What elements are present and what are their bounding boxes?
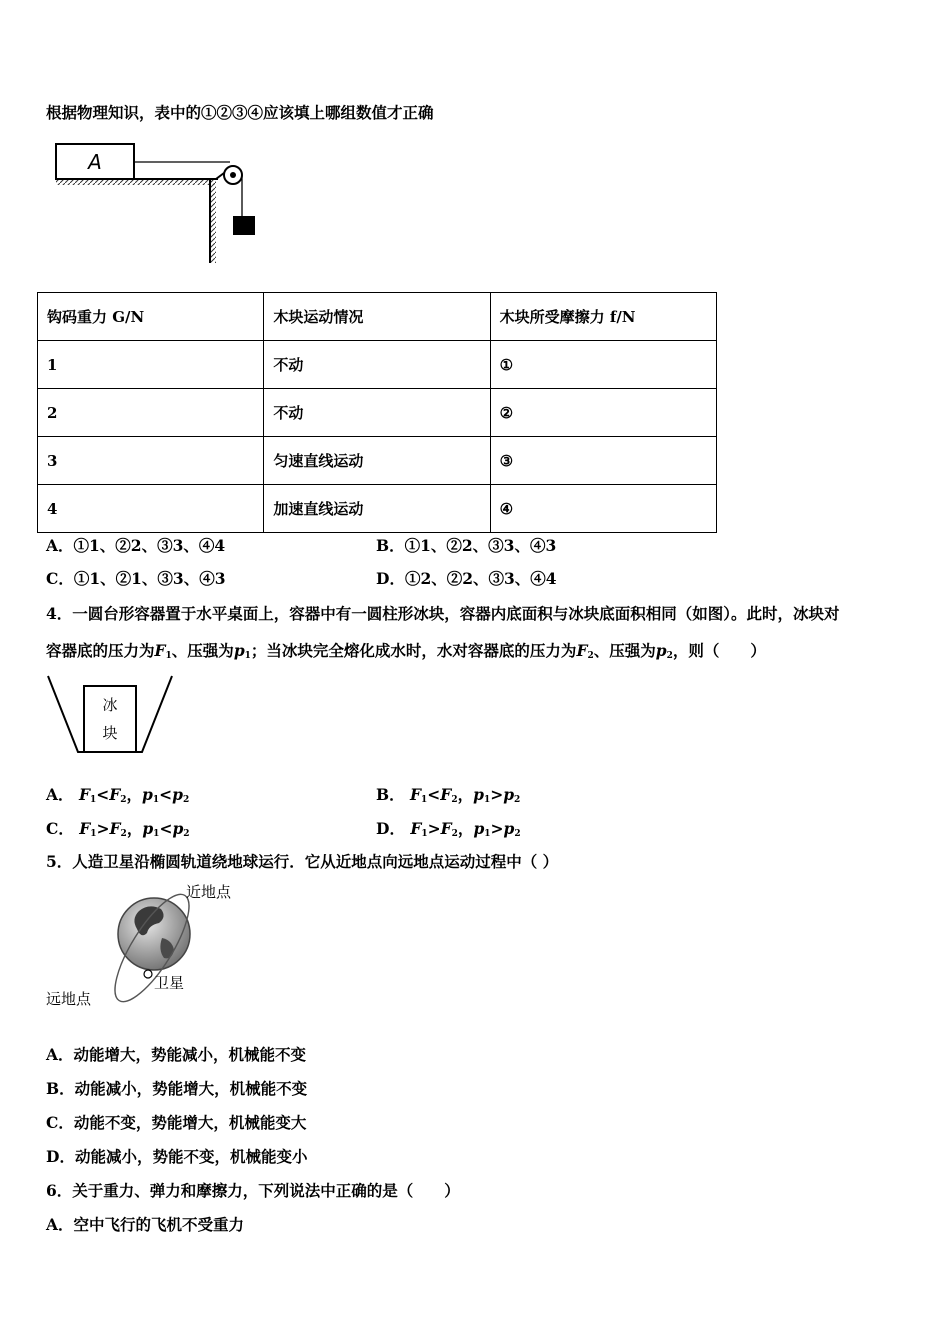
- q5-option-c[interactable]: C．动能不变，势能增大，机械能变大: [46, 1113, 307, 1132]
- q4-stem-line2: 容器底的压力为$F_1$、压强为$p_1$；当冰块完全熔化成水时，水对容器底的压力为$F_2$、压强为$p_2$，则（ ）: [46, 641, 766, 661]
- ice-label-bottom: 块: [102, 724, 118, 742]
- table-cell: 不动: [264, 341, 490, 389]
- satellite: [144, 970, 152, 978]
- satellite-orbit-figure: [44, 876, 254, 1012]
- table-cell: 1: [38, 341, 264, 389]
- ice-container-figure: [44, 672, 180, 758]
- q3-option-d[interactable]: D．①2、②2、③3、④4: [376, 569, 557, 588]
- q6-stem: 6．关于重力、弹力和摩擦力，下列说法中正确的是（ ）: [46, 1181, 460, 1200]
- table-cell: ③: [490, 437, 716, 485]
- q5-option-b[interactable]: B．动能减小，势能增大，机械能不变: [46, 1079, 308, 1098]
- q5-option-d[interactable]: D．动能减小，势能不变，机械能变小: [46, 1147, 308, 1166]
- q5-option-a[interactable]: A．动能增大，势能减小，机械能不变: [46, 1045, 307, 1064]
- table-header-row: [38, 293, 717, 341]
- q3-option-b[interactable]: B．①1、②2、③3、④3: [376, 536, 557, 555]
- table-cell: 3: [38, 437, 264, 485]
- q4-option-b[interactable]: B． $F_1<F_2$，$p_1>p_2$: [376, 785, 521, 805]
- friction-table: [37, 292, 717, 533]
- table-cell: 2: [38, 389, 264, 437]
- q3-option-c[interactable]: C．①1、②1、③3、④3: [46, 569, 226, 588]
- table-row: [38, 437, 717, 485]
- hook-weight: [233, 216, 255, 235]
- intro-text: 根据物理知识，表中的①②③④应该填上哪组数值才正确: [46, 103, 434, 122]
- table-cell: 匀速直线运动: [264, 437, 490, 485]
- apogee-label: 远地点: [46, 990, 92, 1008]
- table-header-cell: 木块所受摩擦力 f/N: [490, 293, 716, 341]
- table-cell: 不动: [264, 389, 490, 437]
- q4-option-a[interactable]: A． $F_1<F_2$，$p_1<p_2$: [46, 785, 190, 805]
- q6-option-a[interactable]: A．空中飞行的飞机不受重力: [46, 1215, 245, 1234]
- table-row: [38, 389, 717, 437]
- perigee-label: 近地点: [186, 883, 232, 901]
- table-row: [38, 341, 717, 389]
- pulley-figure: [50, 138, 265, 268]
- q4-option-d[interactable]: D． $F_1>F_2$，$p_1>p_2$: [376, 819, 521, 839]
- table-header-cell: 木块运动情况: [264, 293, 490, 341]
- table-cell: ②: [490, 389, 716, 437]
- table-row: [38, 485, 717, 533]
- satellite-label: 卫星: [154, 974, 185, 992]
- q5-stem: 5．人造卫星沿椭圆轨道绕地球运行．它从近地点向远地点运动过程中（ ）: [46, 852, 559, 871]
- table-header-cell: 钩码重力 G/N: [38, 293, 264, 341]
- q4-stem-line1: 4．一圆台形容器置于水平桌面上，容器中有一圆柱形冰块，容器内底面积与冰块底面积相同（如图）。此时，冰块对: [46, 604, 840, 623]
- q3-option-a[interactable]: A．①1、②2、③3、④4: [46, 536, 226, 555]
- q4-option-c[interactable]: C． $F_1>F_2$，$p_1<p_2$: [46, 819, 190, 839]
- ice-label-top: 冰: [102, 696, 118, 714]
- table-cell: ④: [490, 485, 716, 533]
- table-cell: 4: [38, 485, 264, 533]
- table-cell: 加速直线运动: [264, 485, 490, 533]
- table-cell: ①: [490, 341, 716, 389]
- block-a-label: A: [88, 150, 102, 174]
